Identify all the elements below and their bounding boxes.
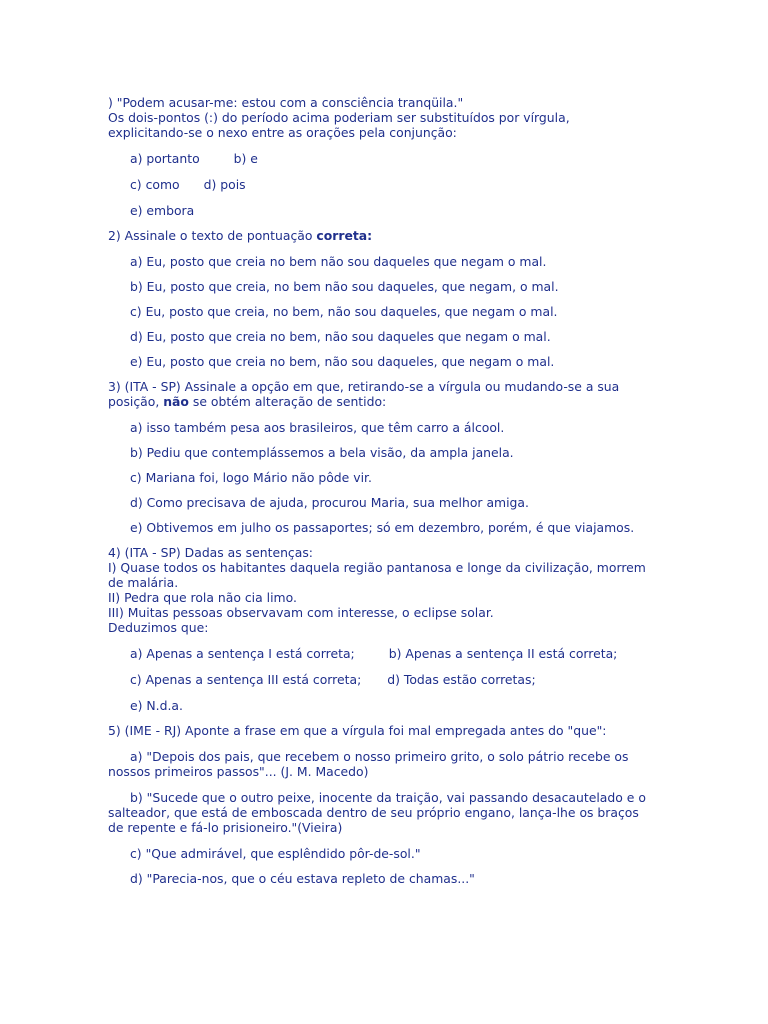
option-c: c) "Que admirável, que esplêndido pôr-de-sol." xyxy=(130,846,421,861)
option-d: d) Como precisava de ajuda, procurou Maria, sua melhor amiga. xyxy=(130,495,529,510)
option-line: nossos primeiros passos"... (J. M. Macedo) xyxy=(108,764,369,779)
question-5 xyxy=(108,723,748,886)
question-5-statement xyxy=(108,723,748,738)
option-row xyxy=(130,177,748,192)
question-4 xyxy=(108,545,748,713)
question-2 xyxy=(108,228,748,369)
option-b xyxy=(108,790,748,835)
statement-text: posição, xyxy=(108,394,164,409)
option-b: b) Apenas a sentença II está correta; xyxy=(388,646,618,661)
question-3 xyxy=(108,379,748,535)
option-d: d) pois xyxy=(203,177,246,192)
question-3-statement xyxy=(108,379,748,409)
statement-line: explicitando-se o nexo entre as orações pela conjunção: xyxy=(108,125,457,140)
option-b: b) e xyxy=(233,151,258,166)
statement-line: II) Pedra que rola não cia limo. xyxy=(108,590,297,605)
option-e: e) embora xyxy=(130,203,195,218)
option-c: c) Eu, posto que creia, no bem, não sou daqueles, que negam o mal. xyxy=(130,304,558,319)
statement-text: se obtém alteração de sentido: xyxy=(188,394,387,409)
option-row xyxy=(130,646,748,661)
option-e: e) Obtivemos em julho os passaportes; só em dezembro, porém, é que viajamos. xyxy=(130,520,635,535)
statement-line: 3) (ITA - SP) Assinale a opção em que, retirando-se a vírgula ou mudando-se a sua xyxy=(108,379,620,394)
option-d: d) "Parecia-nos, que o céu estava repleto de chamas..." xyxy=(130,871,475,886)
option-b: b) Eu, posto que creia, no bem não sou daqueles, que negam, o mal. xyxy=(130,279,559,294)
option-d: d) Todas estão corretas; xyxy=(387,672,536,687)
option-e: e) Eu, posto que creia no bem, não sou daqueles, que negam o mal. xyxy=(130,354,555,369)
document-page xyxy=(108,95,748,896)
option-a xyxy=(108,749,748,779)
statement-emphasis: correta: xyxy=(316,228,373,243)
option-row xyxy=(130,672,748,687)
option-d: d) Eu, posto que creia no bem, não sou daqueles que negam o mal. xyxy=(130,329,551,344)
statement-line: 4) (ITA - SP) Dadas as sentenças: xyxy=(108,545,313,560)
option-a: a) Apenas a sentença I está correta; xyxy=(130,646,355,661)
statement-line: I) Quase todos os habitantes daquela região pantanosa e longe da civilização, morrem xyxy=(108,560,646,575)
option-c: c) Apenas a sentença III está correta; xyxy=(130,672,362,687)
option-line: de repente e fá-lo prisioneiro."(Vieira) xyxy=(108,820,343,835)
statement-line: Deduzimos que: xyxy=(108,620,209,635)
question-1 xyxy=(108,95,748,218)
option-b: b) Pediu que contemplássemos a bela visão, da ampla janela. xyxy=(130,445,514,460)
statement-line: de malária. xyxy=(108,575,179,590)
option-line: b) "Sucede que o outro peixe, inocente da traição, vai passando desacautelado e o xyxy=(130,790,646,805)
statement-text: 2) Assinale o texto de pontuação xyxy=(108,228,317,243)
option-e: e) N.d.a. xyxy=(130,698,183,713)
statement-line: ) "Podem acusar-me: estou com a consciência tranqüila." xyxy=(108,95,464,110)
statement-line: 5) (IME - RJ) Aponte a frase em que a vírgula foi mal empregada antes do "que": xyxy=(108,723,607,738)
option-a: a) Eu, posto que creia no bem não sou daqueles que negam o mal. xyxy=(130,254,547,269)
option-a: a) portanto xyxy=(130,151,200,166)
option-line: a) "Depois dos pais, que recebem o nosso primeiro grito, o solo pátrio recebe os xyxy=(130,749,629,764)
option-row xyxy=(130,151,748,166)
statement-line: III) Muitas pessoas observavam com interesse, o eclipse solar. xyxy=(108,605,494,620)
option-a: a) isso também pesa aos brasileiros, que têm carro a álcool. xyxy=(130,420,505,435)
option-c: c) Mariana foi, logo Mário não pôde vir. xyxy=(130,470,372,485)
question-1-statement xyxy=(108,95,748,140)
question-4-statement xyxy=(108,545,748,635)
question-2-statement xyxy=(108,228,748,243)
statement-emphasis: não xyxy=(163,394,189,409)
statement-line: Os dois-pontos (:) do período acima poderiam ser substituídos por vírgula, xyxy=(108,110,570,125)
option-line: salteador, que está de emboscada dentro de seu próprio engano, lança-lhe os braços xyxy=(108,805,639,820)
option-c: c) como xyxy=(130,177,180,192)
